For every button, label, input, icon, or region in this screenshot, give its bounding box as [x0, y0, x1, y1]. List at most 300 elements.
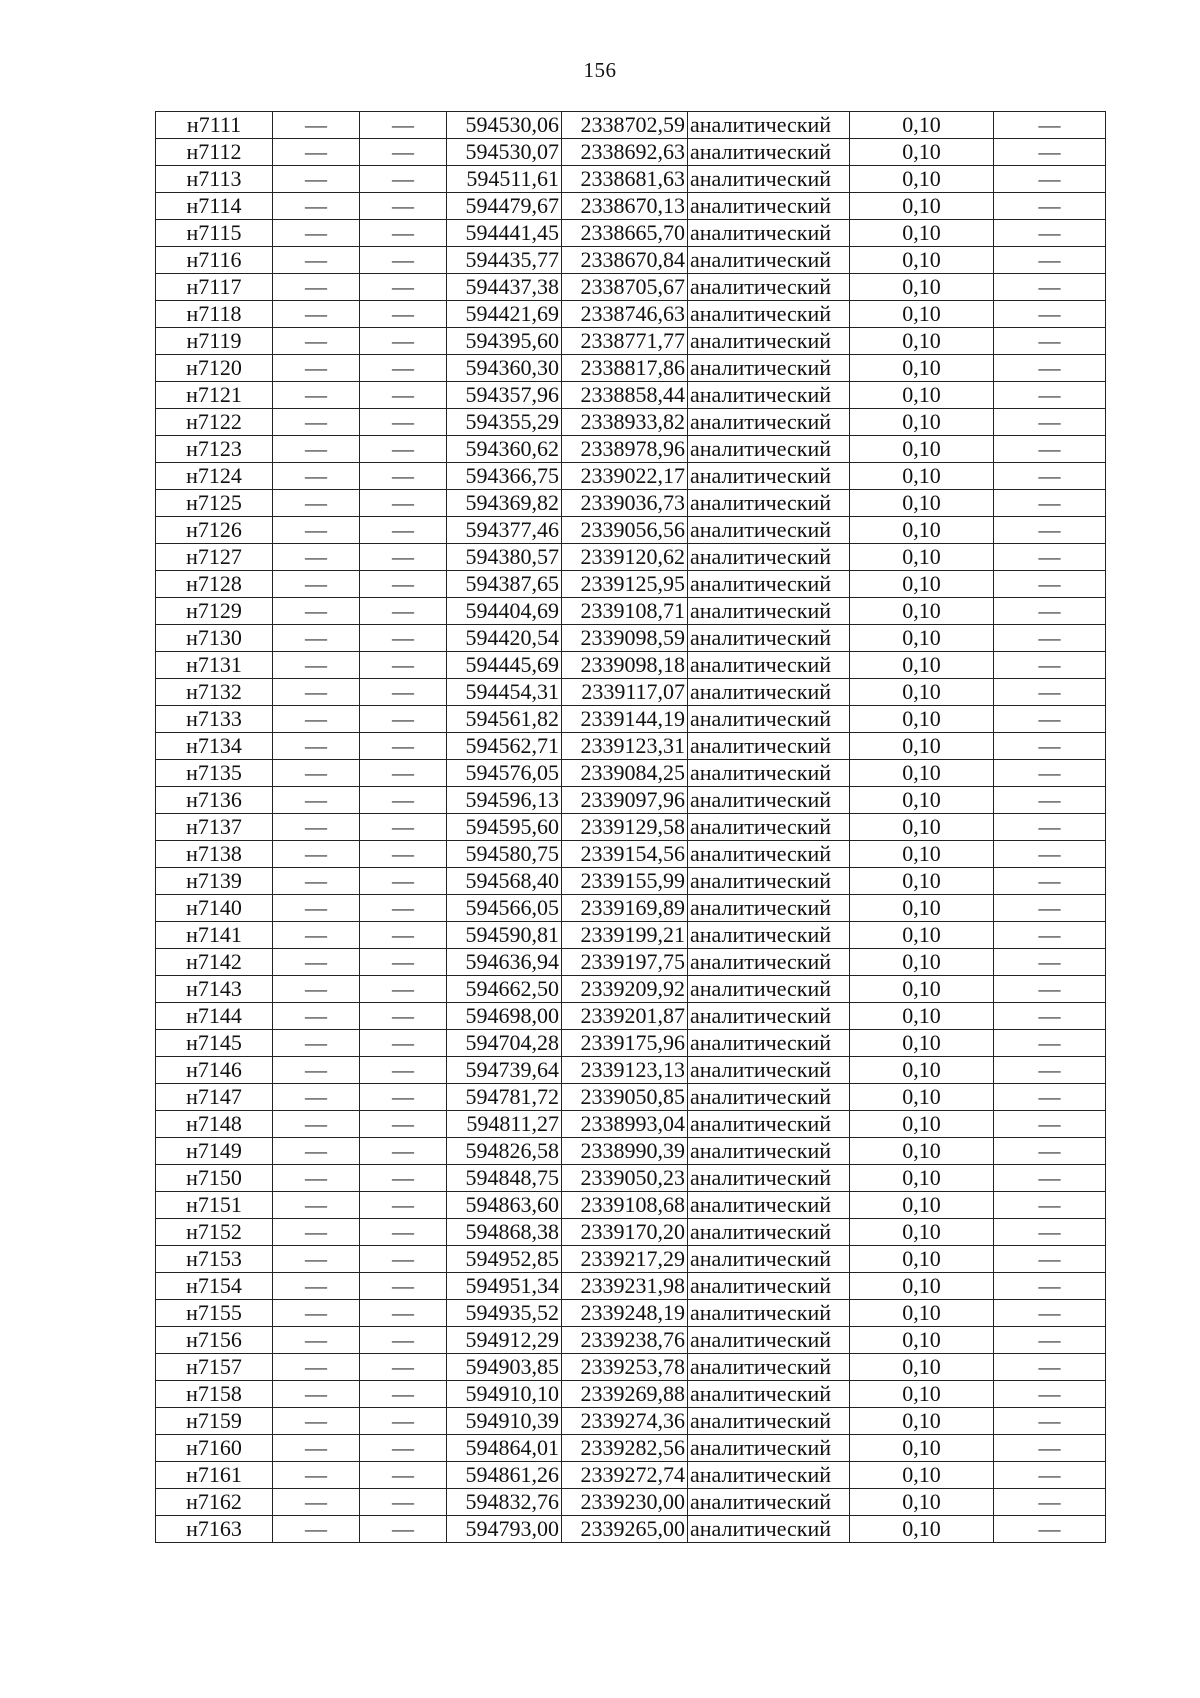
table-row [156, 814, 1106, 841]
x-coordinate-cell: 594595,60 [447, 814, 562, 841]
dash-cell: — [273, 841, 360, 868]
point-id-cell: н7137 [156, 814, 273, 841]
table-row [156, 895, 1106, 922]
dash-cell: — [994, 733, 1106, 760]
y-coordinate-cell: 2339209,92 [562, 976, 688, 1003]
table-row [156, 544, 1106, 571]
x-coordinate-cell: 594421,69 [447, 301, 562, 328]
accuracy-cell: 0,10 [850, 355, 994, 382]
point-id-cell: н7143 [156, 976, 273, 1003]
x-coordinate-cell: 594568,40 [447, 868, 562, 895]
table-row [156, 1030, 1106, 1057]
dash-cell: — [994, 1327, 1106, 1354]
dash-cell: — [273, 1516, 360, 1543]
y-coordinate-cell: 2338670,13 [562, 193, 688, 220]
point-id-cell: н7141 [156, 922, 273, 949]
dash-cell: — [360, 166, 447, 193]
dash-cell: — [994, 1030, 1106, 1057]
dash-cell: — [994, 193, 1106, 220]
dash-cell: — [273, 706, 360, 733]
y-coordinate-cell: 2339238,76 [562, 1327, 688, 1354]
y-coordinate-cell: 2339125,95 [562, 571, 688, 598]
dash-cell: — [360, 949, 447, 976]
table-row [156, 382, 1106, 409]
table-row [156, 652, 1106, 679]
y-coordinate-cell: 2339170,20 [562, 1219, 688, 1246]
table-row [156, 1165, 1106, 1192]
dash-cell: — [360, 1057, 447, 1084]
accuracy-cell: 0,10 [850, 1192, 994, 1219]
dash-cell: — [994, 301, 1106, 328]
dash-cell: — [273, 733, 360, 760]
dash-cell: — [994, 1246, 1106, 1273]
method-cell: аналитический [688, 598, 850, 625]
accuracy-cell: 0,10 [850, 490, 994, 517]
dash-cell: — [360, 706, 447, 733]
accuracy-cell: 0,10 [850, 193, 994, 220]
point-id-cell: н7145 [156, 1030, 273, 1057]
dash-cell: — [273, 112, 360, 139]
dash-cell: — [273, 976, 360, 1003]
x-coordinate-cell: 594437,38 [447, 274, 562, 301]
table-row [156, 1084, 1106, 1111]
x-coordinate-cell: 594387,65 [447, 571, 562, 598]
table-row [156, 1300, 1106, 1327]
dash-cell: — [360, 139, 447, 166]
x-coordinate-cell: 594951,34 [447, 1273, 562, 1300]
table-row [156, 1435, 1106, 1462]
dash-cell: — [360, 274, 447, 301]
y-coordinate-cell: 2339098,59 [562, 625, 688, 652]
x-coordinate-cell: 594848,75 [447, 1165, 562, 1192]
y-coordinate-cell: 2339197,75 [562, 949, 688, 976]
accuracy-cell: 0,10 [850, 571, 994, 598]
dash-cell: — [273, 1300, 360, 1327]
y-coordinate-cell: 2338993,04 [562, 1111, 688, 1138]
method-cell: аналитический [688, 463, 850, 490]
dash-cell: — [273, 1165, 360, 1192]
y-coordinate-cell: 2338990,39 [562, 1138, 688, 1165]
table-row [156, 463, 1106, 490]
y-coordinate-cell: 2338670,84 [562, 247, 688, 274]
accuracy-cell: 0,10 [850, 1489, 994, 1516]
method-cell: аналитический [688, 112, 850, 139]
dash-cell: — [994, 1084, 1106, 1111]
y-coordinate-cell: 2339144,19 [562, 706, 688, 733]
table-row [156, 1192, 1106, 1219]
method-cell: аналитический [688, 139, 850, 166]
dash-cell: — [360, 976, 447, 1003]
y-coordinate-cell: 2339129,58 [562, 814, 688, 841]
point-id-cell: н7121 [156, 382, 273, 409]
y-coordinate-cell: 2338681,63 [562, 166, 688, 193]
dash-cell: — [360, 436, 447, 463]
point-id-cell: н7154 [156, 1273, 273, 1300]
point-id-cell: н7113 [156, 166, 273, 193]
dash-cell: — [273, 139, 360, 166]
y-coordinate-cell: 2339282,56 [562, 1435, 688, 1462]
dash-cell: — [360, 1300, 447, 1327]
x-coordinate-cell: 594355,29 [447, 409, 562, 436]
accuracy-cell: 0,10 [850, 652, 994, 679]
method-cell: аналитический [688, 1489, 850, 1516]
method-cell: аналитический [688, 1435, 850, 1462]
point-id-cell: н7150 [156, 1165, 273, 1192]
dash-cell: — [273, 571, 360, 598]
point-id-cell: н7140 [156, 895, 273, 922]
method-cell: аналитический [688, 382, 850, 409]
method-cell: аналитический [688, 1327, 850, 1354]
x-coordinate-cell: 594445,69 [447, 652, 562, 679]
dash-cell: — [994, 1489, 1106, 1516]
table-row [156, 787, 1106, 814]
dash-cell: — [273, 1192, 360, 1219]
dash-cell: — [994, 247, 1106, 274]
table-row [156, 949, 1106, 976]
dash-cell: — [994, 112, 1106, 139]
x-coordinate-cell: 594704,28 [447, 1030, 562, 1057]
dash-cell: — [360, 409, 447, 436]
dash-cell: — [273, 274, 360, 301]
accuracy-cell: 0,10 [850, 1354, 994, 1381]
accuracy-cell: 0,10 [850, 166, 994, 193]
dash-cell: — [273, 1489, 360, 1516]
point-id-cell: н7125 [156, 490, 273, 517]
method-cell: аналитический [688, 760, 850, 787]
point-id-cell: н7151 [156, 1192, 273, 1219]
dash-cell: — [273, 193, 360, 220]
y-coordinate-cell: 2339123,31 [562, 733, 688, 760]
table-row [156, 1516, 1106, 1543]
dash-cell: — [273, 787, 360, 814]
y-coordinate-cell: 2338933,82 [562, 409, 688, 436]
method-cell: аналитический [688, 1165, 850, 1192]
accuracy-cell: 0,10 [850, 112, 994, 139]
method-cell: аналитический [688, 1030, 850, 1057]
dash-cell: — [273, 895, 360, 922]
dash-cell: — [994, 490, 1106, 517]
point-id-cell: н7160 [156, 1435, 273, 1462]
x-coordinate-cell: 594811,27 [447, 1111, 562, 1138]
dash-cell: — [360, 382, 447, 409]
dash-cell: — [994, 409, 1106, 436]
point-id-cell: н7148 [156, 1111, 273, 1138]
accuracy-cell: 0,10 [850, 1003, 994, 1030]
dash-cell: — [994, 274, 1106, 301]
dash-cell: — [273, 1246, 360, 1273]
y-coordinate-cell: 2339056,56 [562, 517, 688, 544]
dash-cell: — [360, 1327, 447, 1354]
x-coordinate-cell: 594380,57 [447, 544, 562, 571]
dash-cell: — [273, 1408, 360, 1435]
point-id-cell: н7111 [156, 112, 273, 139]
point-id-cell: н7152 [156, 1219, 273, 1246]
point-id-cell: н7132 [156, 679, 273, 706]
accuracy-cell: 0,10 [850, 841, 994, 868]
dash-cell: — [273, 1273, 360, 1300]
table-row [156, 1408, 1106, 1435]
dash-cell: — [273, 1462, 360, 1489]
dash-cell: — [994, 1435, 1106, 1462]
table-row [156, 1273, 1106, 1300]
y-coordinate-cell: 2338665,70 [562, 220, 688, 247]
dash-cell: — [273, 1111, 360, 1138]
accuracy-cell: 0,10 [850, 1138, 994, 1165]
y-coordinate-cell: 2339084,25 [562, 760, 688, 787]
dash-cell: — [994, 1300, 1106, 1327]
dash-cell: — [273, 1030, 360, 1057]
x-coordinate-cell: 594910,10 [447, 1381, 562, 1408]
x-coordinate-cell: 594357,96 [447, 382, 562, 409]
accuracy-cell: 0,10 [850, 1435, 994, 1462]
dash-cell: — [360, 922, 447, 949]
table-row [156, 166, 1106, 193]
dash-cell: — [994, 841, 1106, 868]
x-coordinate-cell: 594360,30 [447, 355, 562, 382]
x-coordinate-cell: 594530,07 [447, 139, 562, 166]
dash-cell: — [360, 760, 447, 787]
dash-cell: — [360, 868, 447, 895]
x-coordinate-cell: 594360,62 [447, 436, 562, 463]
y-coordinate-cell: 2339231,98 [562, 1273, 688, 1300]
table-row [156, 517, 1106, 544]
table-row [156, 976, 1106, 1003]
y-coordinate-cell: 2339199,21 [562, 922, 688, 949]
x-coordinate-cell: 594903,85 [447, 1354, 562, 1381]
accuracy-cell: 0,10 [850, 1057, 994, 1084]
dash-cell: — [360, 895, 447, 922]
method-cell: аналитический [688, 436, 850, 463]
x-coordinate-cell: 594596,13 [447, 787, 562, 814]
point-id-cell: н7158 [156, 1381, 273, 1408]
y-coordinate-cell: 2339036,73 [562, 490, 688, 517]
table-row [156, 139, 1106, 166]
accuracy-cell: 0,10 [850, 247, 994, 274]
accuracy-cell: 0,10 [850, 517, 994, 544]
point-id-cell: н7156 [156, 1327, 273, 1354]
method-cell: аналитический [688, 976, 850, 1003]
dash-cell: — [994, 1003, 1106, 1030]
x-coordinate-cell: 594435,77 [447, 247, 562, 274]
point-id-cell: н7118 [156, 301, 273, 328]
y-coordinate-cell: 2338771,77 [562, 328, 688, 355]
page-number: 156 [583, 58, 617, 82]
dash-cell: — [994, 139, 1106, 166]
method-cell: аналитический [688, 949, 850, 976]
x-coordinate-cell: 594864,01 [447, 1435, 562, 1462]
accuracy-cell: 0,10 [850, 1327, 994, 1354]
dash-cell: — [360, 1489, 447, 1516]
method-cell: аналитический [688, 247, 850, 274]
x-coordinate-cell: 594793,00 [447, 1516, 562, 1543]
dash-cell: — [994, 1111, 1106, 1138]
dash-cell: — [994, 220, 1106, 247]
point-id-cell: н7129 [156, 598, 273, 625]
method-cell: аналитический [688, 1084, 850, 1111]
accuracy-cell: 0,10 [850, 1219, 994, 1246]
method-cell: аналитический [688, 625, 850, 652]
dash-cell: — [360, 1354, 447, 1381]
method-cell: аналитический [688, 1057, 850, 1084]
dash-cell: — [360, 1246, 447, 1273]
dash-cell: — [273, 922, 360, 949]
dash-cell: — [273, 1435, 360, 1462]
dash-cell: — [994, 1273, 1106, 1300]
table-row [156, 1003, 1106, 1030]
point-id-cell: н7117 [156, 274, 273, 301]
dash-cell: — [273, 220, 360, 247]
dash-cell: — [360, 652, 447, 679]
table-row [156, 220, 1106, 247]
x-coordinate-cell: 594826,58 [447, 1138, 562, 1165]
dash-cell: — [994, 436, 1106, 463]
dash-cell: — [994, 598, 1106, 625]
dash-cell: — [273, 463, 360, 490]
table-row [156, 922, 1106, 949]
dash-cell: — [360, 463, 447, 490]
y-coordinate-cell: 2338692,63 [562, 139, 688, 166]
y-coordinate-cell: 2339201,87 [562, 1003, 688, 1030]
dash-cell: — [273, 301, 360, 328]
method-cell: аналитический [688, 1300, 850, 1327]
dash-cell: — [994, 949, 1106, 976]
dash-cell: — [994, 922, 1106, 949]
table-row [156, 112, 1106, 139]
point-id-cell: н7134 [156, 733, 273, 760]
method-cell: аналитический [688, 679, 850, 706]
x-coordinate-cell: 594952,85 [447, 1246, 562, 1273]
dash-cell: — [360, 1219, 447, 1246]
dash-cell: — [360, 1192, 447, 1219]
dash-cell: — [360, 1165, 447, 1192]
dash-cell: — [273, 436, 360, 463]
dash-cell: — [360, 1516, 447, 1543]
dash-cell: — [994, 706, 1106, 733]
dash-cell: — [360, 1381, 447, 1408]
dash-cell: — [994, 625, 1106, 652]
method-cell: аналитический [688, 814, 850, 841]
table-row [156, 598, 1106, 625]
dash-cell: — [360, 517, 447, 544]
method-cell: аналитический [688, 166, 850, 193]
y-coordinate-cell: 2339217,29 [562, 1246, 688, 1273]
accuracy-cell: 0,10 [850, 868, 994, 895]
y-coordinate-cell: 2339108,71 [562, 598, 688, 625]
y-coordinate-cell: 2339265,00 [562, 1516, 688, 1543]
dash-cell: — [273, 1354, 360, 1381]
method-cell: аналитический [688, 1192, 850, 1219]
point-id-cell: н7122 [156, 409, 273, 436]
dash-cell: — [360, 1111, 447, 1138]
dash-cell: — [360, 787, 447, 814]
point-id-cell: н7144 [156, 1003, 273, 1030]
x-coordinate-cell: 594868,38 [447, 1219, 562, 1246]
dash-cell: — [360, 1462, 447, 1489]
accuracy-cell: 0,10 [850, 706, 994, 733]
x-coordinate-cell: 594590,81 [447, 922, 562, 949]
method-cell: аналитический [688, 1111, 850, 1138]
x-coordinate-cell: 594580,75 [447, 841, 562, 868]
point-id-cell: н7159 [156, 1408, 273, 1435]
dash-cell: — [360, 571, 447, 598]
dash-cell: — [360, 1084, 447, 1111]
point-id-cell: н7155 [156, 1300, 273, 1327]
dash-cell: — [273, 382, 360, 409]
method-cell: аналитический [688, 571, 850, 598]
dash-cell: — [994, 895, 1106, 922]
accuracy-cell: 0,10 [850, 760, 994, 787]
dash-cell: — [360, 1030, 447, 1057]
accuracy-cell: 0,10 [850, 409, 994, 436]
point-id-cell: н7126 [156, 517, 273, 544]
accuracy-cell: 0,10 [850, 1165, 994, 1192]
dash-cell: — [273, 1138, 360, 1165]
y-coordinate-cell: 2339274,36 [562, 1408, 688, 1435]
dash-cell: — [360, 112, 447, 139]
accuracy-cell: 0,10 [850, 1462, 994, 1489]
dash-cell: — [994, 868, 1106, 895]
table-row [156, 1381, 1106, 1408]
point-id-cell: н7124 [156, 463, 273, 490]
table-row [156, 274, 1106, 301]
y-coordinate-cell: 2339169,89 [562, 895, 688, 922]
dash-cell: — [994, 1192, 1106, 1219]
dash-cell: — [994, 652, 1106, 679]
dash-cell: — [273, 760, 360, 787]
table-body [156, 112, 1106, 1543]
dash-cell: — [273, 625, 360, 652]
dash-cell: — [360, 733, 447, 760]
table-row [156, 409, 1106, 436]
dash-cell: — [994, 814, 1106, 841]
accuracy-cell: 0,10 [850, 139, 994, 166]
dash-cell: — [994, 1138, 1106, 1165]
dash-cell: — [994, 544, 1106, 571]
point-id-cell: н7131 [156, 652, 273, 679]
dash-cell: — [273, 1084, 360, 1111]
accuracy-cell: 0,10 [850, 1300, 994, 1327]
table-row [156, 841, 1106, 868]
dash-cell: — [273, 814, 360, 841]
dash-cell: — [994, 517, 1106, 544]
table-row [156, 1462, 1106, 1489]
accuracy-cell: 0,10 [850, 1084, 994, 1111]
accuracy-cell: 0,10 [850, 436, 994, 463]
method-cell: аналитический [688, 274, 850, 301]
dash-cell: — [273, 544, 360, 571]
accuracy-cell: 0,10 [850, 787, 994, 814]
dash-cell: — [994, 1408, 1106, 1435]
point-id-cell: н7135 [156, 760, 273, 787]
table-row [156, 1489, 1106, 1516]
x-coordinate-cell: 594910,39 [447, 1408, 562, 1435]
x-coordinate-cell: 594404,69 [447, 598, 562, 625]
dash-cell: — [273, 328, 360, 355]
method-cell: аналитический [688, 355, 850, 382]
accuracy-cell: 0,10 [850, 733, 994, 760]
accuracy-cell: 0,10 [850, 895, 994, 922]
x-coordinate-cell: 594377,46 [447, 517, 562, 544]
point-id-cell: н7162 [156, 1489, 273, 1516]
method-cell: аналитический [688, 328, 850, 355]
dash-cell: — [273, 1057, 360, 1084]
dash-cell: — [360, 1138, 447, 1165]
method-cell: аналитический [688, 895, 850, 922]
dash-cell: — [273, 598, 360, 625]
x-coordinate-cell: 594781,72 [447, 1084, 562, 1111]
x-coordinate-cell: 594636,94 [447, 949, 562, 976]
x-coordinate-cell: 594698,00 [447, 1003, 562, 1030]
